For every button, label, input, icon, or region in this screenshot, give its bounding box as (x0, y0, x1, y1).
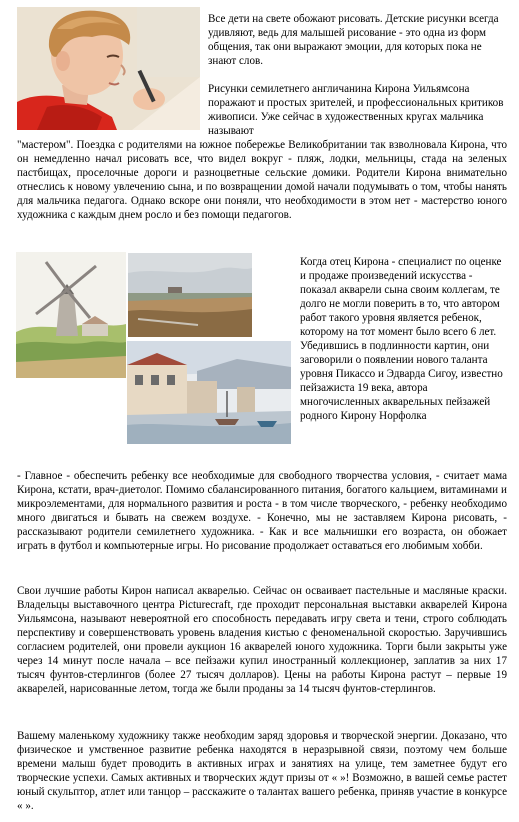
harbor-town-painting (127, 341, 291, 444)
paragraph-5: Свои лучшие работы Кирон написал акварелью. Сейчас он осваивает пастельные и масляные краски. Владельцы выставочного центра Picturecraft, где проходит персональная выставки акварелей Кирона Уильямсона, называют невероятной его способность передавать игру света и тени, строго соблюдать перспективу и совершенствовать уровень владения кистью с феноменальной скоростью. Заручившись согласием родителей, они провели аукцион 16 акварелей юного художника. Торги были закрыты уже через 14 минут после начала – все пейзажи купил иностранный коллекционер, заплатив за них 17 тысяч фунтов-стерлингов (более 27 тысяч долларов). Цены на работы Кирона растут – первые 19 акварелей, нарисованные летом, тогда же были проданы за 14 тысяч фунтов-стерлингов. (17, 585, 507, 695)
paragraph-side-2: Рисунки семилетнего англичанина Кирона Уильямсона поражают и простых зрителей, и профессиональных критиков живописи. Уже сейчас в художественных кругах мальчика называют (208, 83, 504, 137)
intro-paragraph: Все дети на свете обожают рисовать. Детские рисунки всегда удивляют, ведь для малышей рисование - это одна из форм общения, так они выражают эмоции, для которых пока не знают слов. (208, 13, 499, 67)
paragraph-2: "мастером". Поездка с родителями на южное побережье Великобритании так взволновала Кирона, что он немедленно начал рисовать все, что видел вокруг - пляж, лодки, мельницы, стада на зеленых пастбищах, проселочные дороги и разноцветные сельские домики. Родители Кирона внимательно отнеслись к новому увлечению сына, и по возвращении домой начали подумывать о том, чтобы нанять для мальчика педагога. Однако вскоре они поняли, что необходимости в этом нет - мастерство юного художника с каждым днем росло и без помощи педагогов. (17, 139, 507, 221)
windmill-painting (16, 252, 126, 378)
boy-photo-image (17, 7, 200, 130)
paragraph-6: Вашему маленькому художнику также необходим заряд здоровья и творческой энергии. Доказано, что физическое и умственное развитие ребенка находятся в неразрывной связи, поэтому чем больше времени малыш будет проводить в активных играх и занятиях на улице, тем заметнее будут его творческие успехи. Самых активных и творческих ждут призы от « »! Возможно, в вашей семье растет юный скульптор, атлет или танцор – расскажите о талантах вашего ребенка, приняв участие в конкурсе « ». (17, 730, 507, 812)
paragraph-4: - Главное - обеспечить ребенку все необходимые для свободного творчества условия, - считает мама Кирона, кстати, врач-диетолог. Помимо сбалансированного питания, богатого кальцием, витаминами и микроэлементами, для нормального развития и роста - в том числе творческого, - ребенку необходимо много двигаться и бывать на свежем воздухе. - Конечно, мы не заставляем Кирона рисовать, - рассказывают родители семилетнего художника. - Как и все мальчишки его возраста, он обожает играть в футбол и компьютерные игры. Но рисование продолжает оставаться его любимым хобби. (17, 470, 507, 552)
marsh-landscape-painting (128, 253, 252, 337)
boy-drawing-photo (17, 7, 200, 130)
paragraph-side-3: Когда отец Кирона - специалист по оценке и продаже произведений искусства - показал акварели сына своим коллегам, те долго не могли поверить в то, что автором работ такого уровня является ребенок, которому на тот момент было всего 6 лет. Убедившись в подлинности картин, они заговорили о появлении нового таланта уровня Пикассо и Эдварда Сигоу, известно пейзажиста 19 века, автора многочисленных акварельных пейзажей родного Кирону Норфолка (300, 256, 503, 422)
